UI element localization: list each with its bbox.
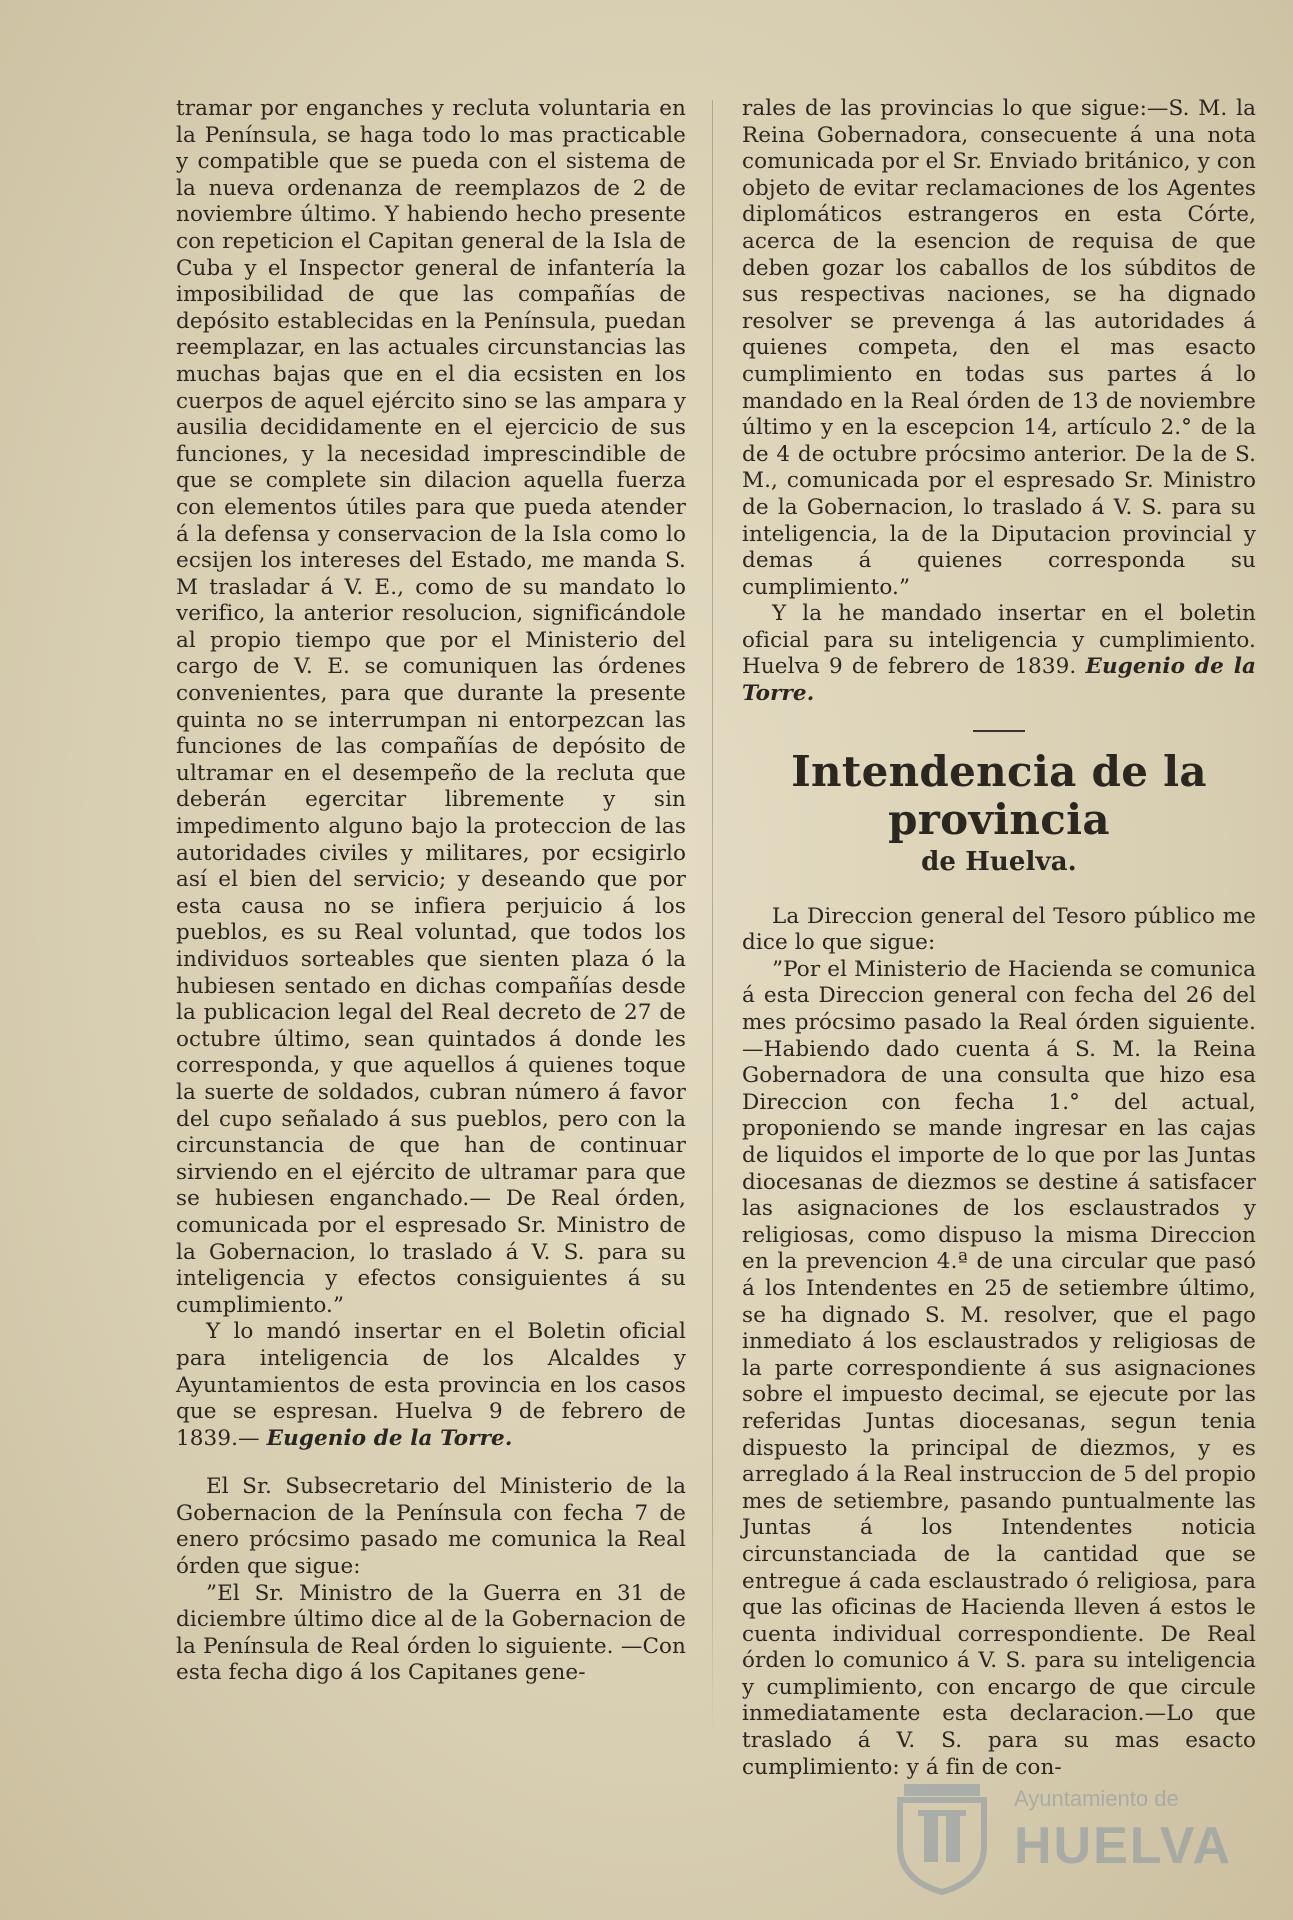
archive-watermark xyxy=(882,1776,1233,1886)
left-column xyxy=(176,96,686,1687)
section-title: Intendencia de la provincia xyxy=(791,746,1207,844)
spacer xyxy=(176,1452,686,1474)
signature: Eugenio de la Torre. xyxy=(266,1425,513,1451)
insert-text: Y la he mandado insertar en el boletin oficial para su inteligencia y cumplimiento. Huelva 9 de febrero de 1839. xyxy=(742,601,1256,680)
signature: Eugenio de la Torre. xyxy=(742,654,1256,707)
paragraph-continuation-left: tramar por enganches y recluta voluntaria en la Península, se haga todo lo mas practicable y compatible que se pueda con el sistema de la nueva ordenanza de reemplazos de 2 de noviembre último. Y habiendo hecho presente con repeticion el Capitan general de la Isla de Cuba y el Inspector general de infantería la imposibilidad de que las compañías de depósito establecidas en la Península, puedan reemplazar, en las actuales circunstancias las muchas bajas que en el dia ecsisten en los cuerpos de aquel ejército sino se las ampara y ausilia decididamente en el ejercicio de sus funciones, y la necesidad imprescindible de que se complete sin dilacion aquella fuerza con elementos útiles para que pueda atender á la defensa y conservacion de la Isla como lo ecsijen los intereses del Estado, me manda S. M trasladar á V. E., como de su mandato lo verifico, la anterior resolucion, significándole al propio tiempo que por el Ministerio del cargo de V. E. se comuniquen las órdenes convenientes, para que durante la presente quinta no se interrumpan ni entorpezcan las funciones de las compañías de depósito de ultramar en el desempeño de la recluta que deberán egercitar libremente y sin impedimento alguno bajo la proteccion de las autoridades civiles y militares, por ecsigirlo así el bien del servicio; y deseando que por esta causa no se infiera perjuicio á los pueblos, es su Real voluntad, que todos los individuos sorteables que sienten plaza ó la hubiesen sentado en dichas compañías desde la publicacion legal del Real decreto de 27 de octubre último, sean quintados á donde les corresponda, y que aquellos á quienes toque la suerte de soldados, cubran número á favor del cupo señalado á sus pueblos, pero con la circunstancia de que han de continuar sirviendo en el ejército de ultramar para que se hubiesen enganchado.— De Real órden, comunicada por el espresado Sr. Ministro de la Gobernacion, lo traslado á V. S. para su inteligencia y efectos consiguientes á su cumplimiento.” xyxy=(176,96,686,1318)
section-subtitle: de Huelva. xyxy=(921,846,1077,877)
paragraph-continuation-right: rales de las provincias lo que sigue:—S. M. la Reina Gobernadora, consecuente á una nota comunicada por el Sr. Enviado británico, y con objeto de evitar reclamaciones de los Agentes diplomáticos estrangeros en esta Córte, acerca de la esencion de requisa de que deben gozar los caballos de los súbditos de sus respectivas naciones, se ha dignado resolver se prevenga á las autoridades á quienes competa, den el mas esacto cumplimiento en todas sus partes á lo mandado en la Real órden de 13 de noviembre último y en la escepcion 14, artículo 2.° de la de 4 de octubre prócsimo anterior. De la de S. M., comunicada por el espresado Sr. Ministro de la Gobernacion, lo traslado á V. S. para su inteligencia, la de la Diputacion provincial y demas á quienes corresponda su cumplimiento.” xyxy=(742,96,1256,600)
insert-text: Y lo mandó insertar en el Boletin oficial para inteligencia de los Alcaldes y Ayuntamientos de esta provincia en los casos que se espresan. Huelva 9 de febrero de 1839.— xyxy=(176,1319,686,1451)
watermark-small-text: Ayuntamiento de xyxy=(1014,1786,1179,1811)
paragraph-insert-left xyxy=(176,1319,686,1452)
paragraph-subsecretario: El Sr. Subsecretario del Ministerio de la Gobernacion de la Península con fecha 7 de enero prócsimo pasado me comunica la Real órden que sigue: xyxy=(176,1474,686,1580)
column-divider xyxy=(712,100,713,1740)
paragraph-body: ”Por el Ministerio de Hacienda se comunica á esta Direccion general con fecha del 26 del mes prócsimo pasado la Real órden siguiente.—Habiendo dado cuenta á S. M. la Reina Gobernadora de una consulta que hizo esa Direccion con fecha 1.° del actual, proponiendo se mande ingresar en las cajas de liquidos el importe de lo que por las Juntas diocesanas de diezmos se destine á satisfacer las asignaciones de los esclaustrados y religiosas, como dispuso la misma Direccion en la prevencion 4.ª de una circular que pasó á los Intendentes en 25 de setiembre último, se ha dignado S. M. resolver, que el pago inmediato á los esclaustrados y religiosas de la parte correspondiente á sus asignaciones sobre el impuesto decimal, se ejecute por las referidas Juntas diocesanas, segun tenia dispuesto la principal de diezmos, y es arreglado á la Real instruccion de 5 del propio mes de setiembre, pasando puntualmente las Juntas á los Intendentes noticia circunstanciada de la cantidad que se entregue á cada esclaustrado ó religiosa, para que las oficinas de Hacienda lleven á estos le cuenta individual correspondiente. De Real órden lo comunico á V. S. para su inteligencia y cumplimiento, con encargo de que circule inmediatamente esta declaracion.—Lo que traslado á V. S. para su mas esacto cumplimiento: y á fin de con- xyxy=(742,956,1256,1780)
section-divider xyxy=(973,730,1025,732)
watermark-big-text: HUELVA xyxy=(1014,1817,1233,1875)
paragraph-quote-start: ”El Sr. Ministro de la Guerra en 31 de diciembre último dice al de la Gobernacion de la Península de Real órden lo siguiente. —Con esta fecha digo á los Capitanes gene- xyxy=(176,1580,686,1686)
right-column xyxy=(742,96,1256,1781)
city-shield-icon xyxy=(882,1776,1002,1896)
paragraph-insert-right xyxy=(742,601,1256,707)
paragraph-direccion: La Direccion general del Tesoro público me dice lo que sigue: xyxy=(742,903,1256,956)
